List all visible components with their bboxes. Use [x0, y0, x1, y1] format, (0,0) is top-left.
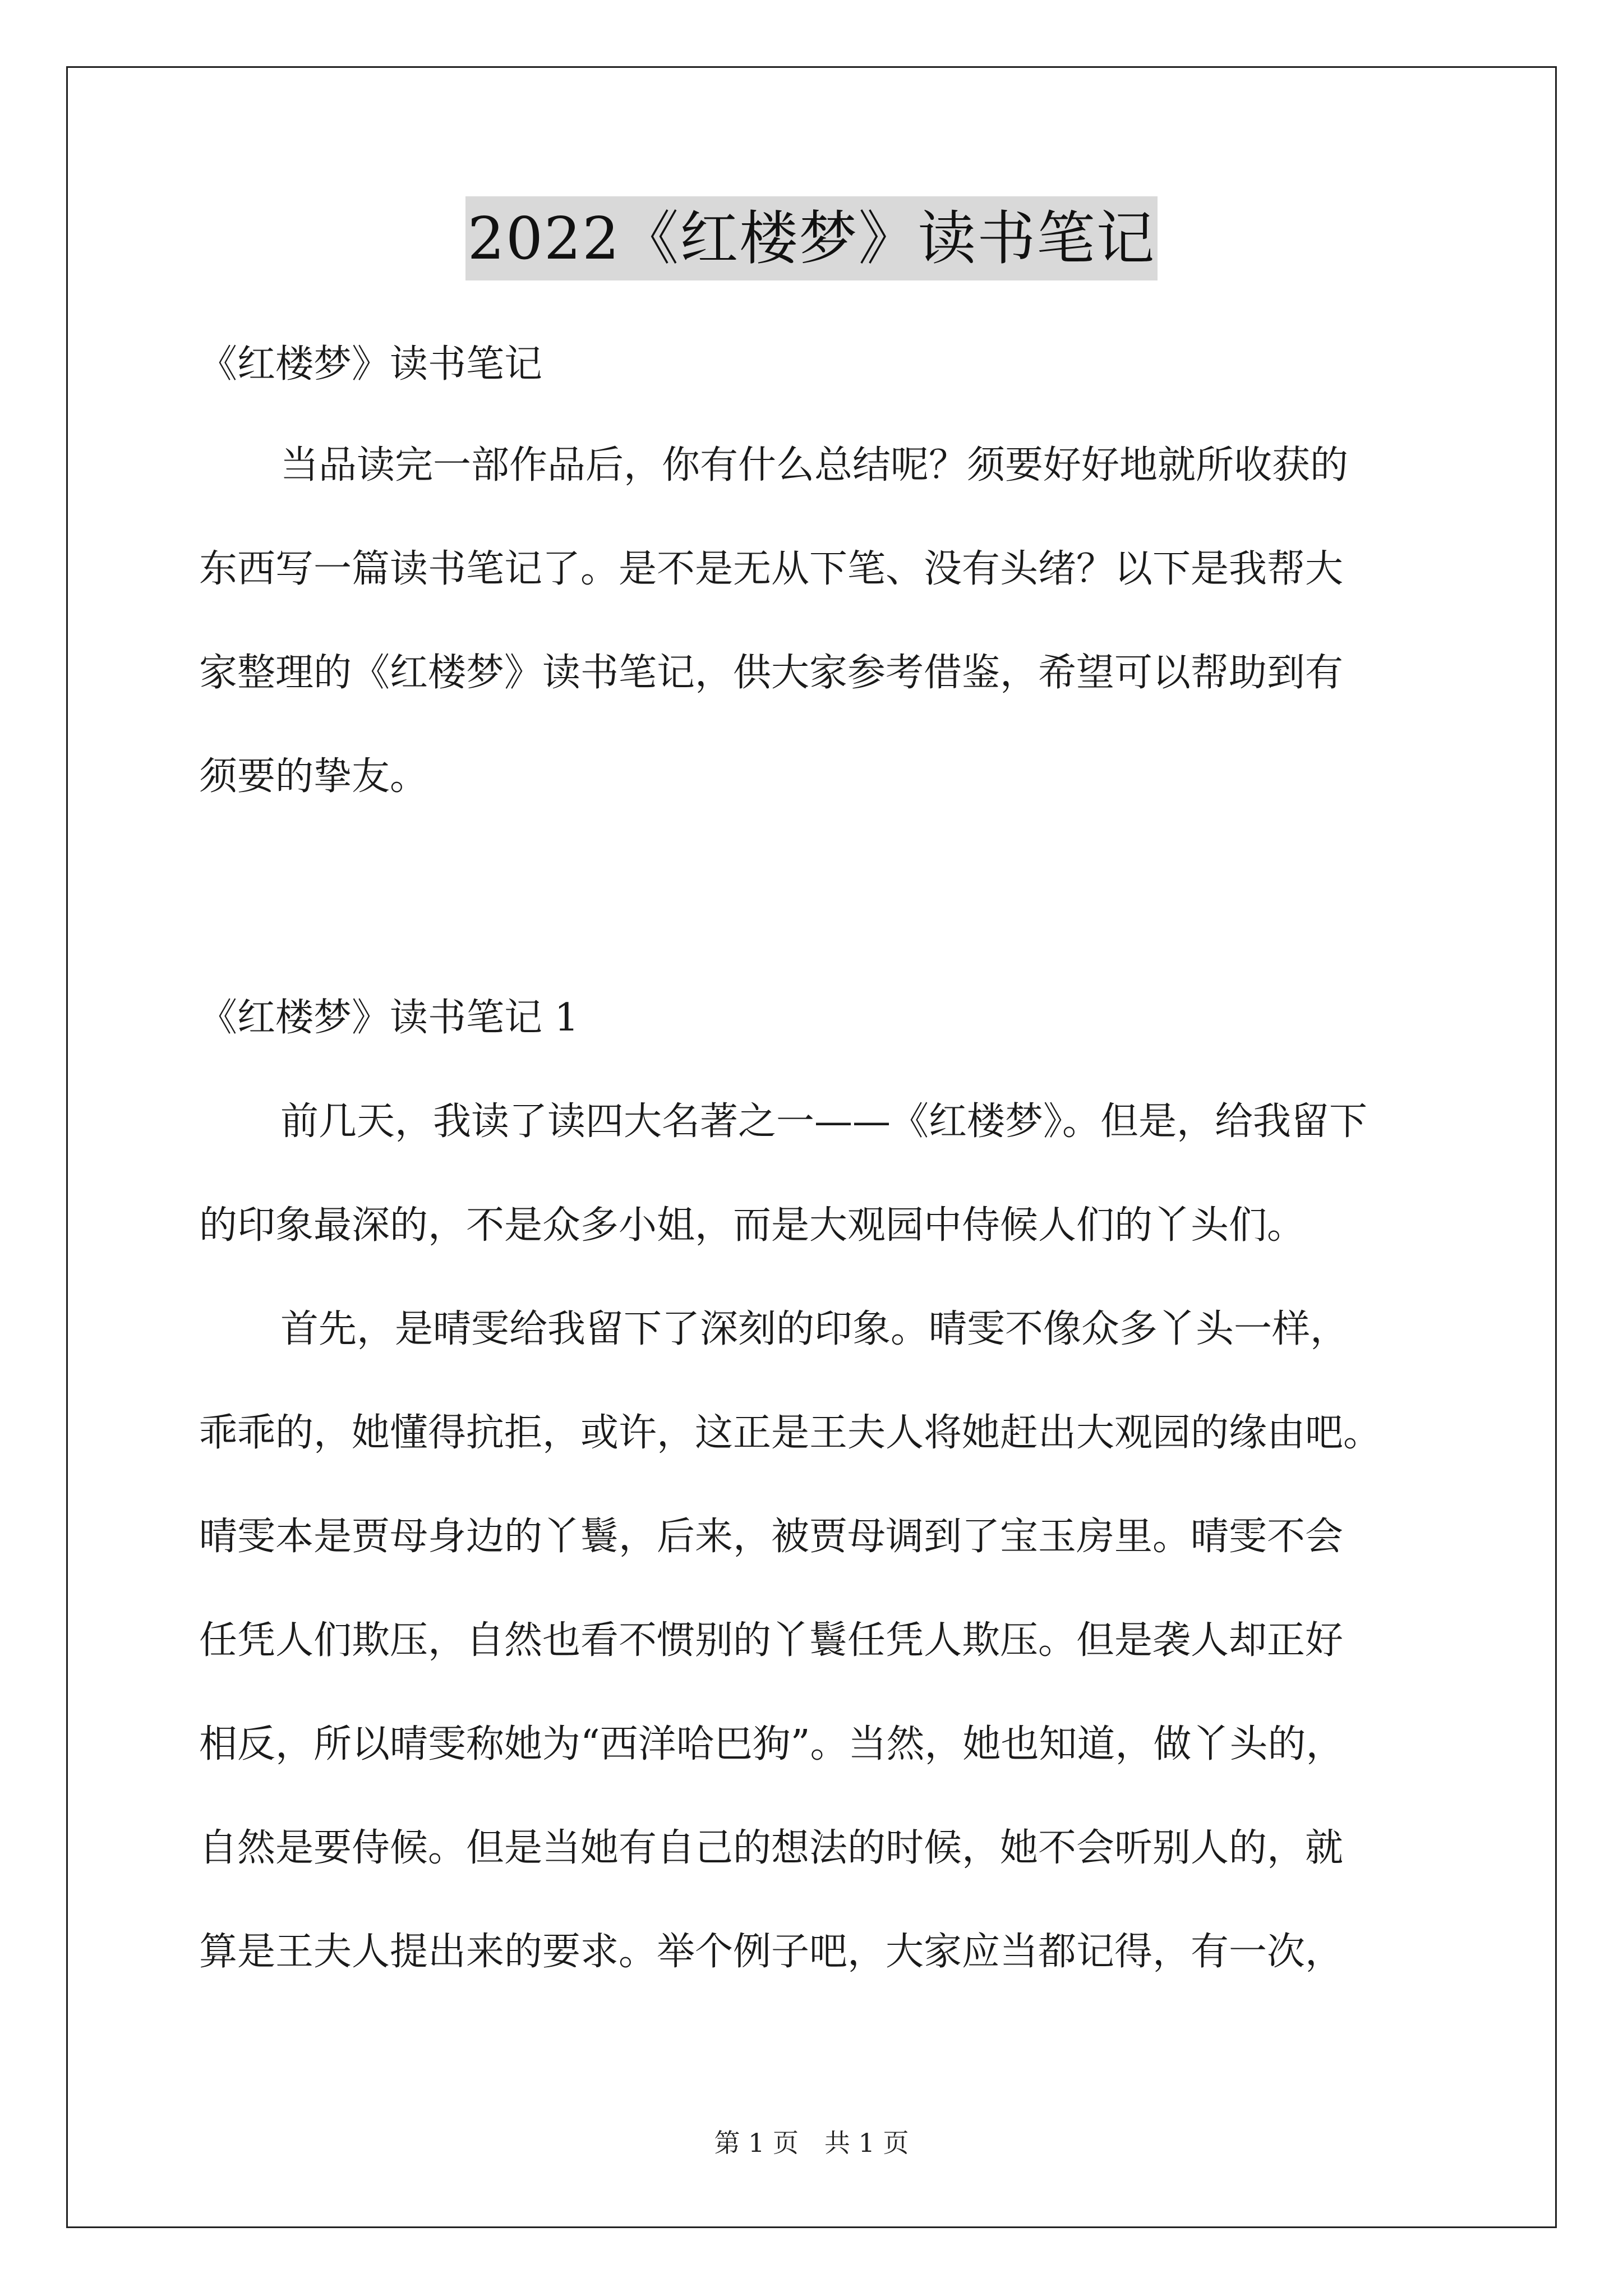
subtitle-line: 《红楼梦》读书笔记: [199, 342, 543, 386]
page-footer: 第 1 页 共 1 页: [714, 2128, 909, 2158]
document-title: 2022《红楼梦》读书笔记: [465, 196, 1158, 280]
paragraph-2-line-3: 晴雯本是贾母身边的丫鬟，后来，被贾母调到了宝玉房里。晴雯不会: [199, 1515, 1344, 1559]
paragraph-intro-line-1: 当品读完一部作品后，你有什么总结呢？须要好好地就所收获的: [280, 443, 1349, 487]
paragraph-2-line-1: 首先，是晴雯给我留下了深刻的印象。晴雯不像众多丫头一样，: [280, 1307, 1349, 1351]
paragraph-intro-line-4: 须要的挚友。: [199, 754, 428, 799]
paragraph-2-line-6: 自然是要侍候。但是当她有自己的想法的时候，她不会听别人的，就: [199, 1826, 1344, 1870]
paragraph-1-line-1: 前几天，我读了读四大名著之一——《红楼梦》。但是，给我留下: [280, 1099, 1368, 1144]
paragraph-2-line-7: 算是王夫人提出来的要求。举个例子吧，大家应当都记得，有一次，: [199, 1930, 1344, 1974]
title-container: [0, 196, 1623, 280]
paragraph-1-line-2: 的印象最深的，不是众多小姐，而是大观园中侍候人们的丫头们。: [199, 1203, 1306, 1248]
paragraph-2-line-2: 乖乖的，她懂得抗拒，或许，这正是王夫人将她赶出大观园的缘由吧。: [199, 1411, 1382, 1455]
paragraph-intro-line-3: 家整理的《红楼梦》读书笔记，供大家参考借鉴，希望可以帮助到有: [199, 651, 1344, 695]
section-heading: 《红楼梦》读书笔记 1: [199, 996, 579, 1040]
paragraph-2-line-5: 相反，所以晴雯称她为“西洋哈巴狗”。当然，她也知道，做丫头的，: [199, 1722, 1344, 1766]
paragraph-intro-line-2: 东西写一篇读书笔记了。是不是无从下笔、没有头绪？以下是我帮大: [199, 547, 1344, 591]
paragraph-2-line-4: 任凭人们欺压，自然也看不惯别的丫鬟任凭人欺压。但是袭人却正好: [199, 1618, 1344, 1663]
